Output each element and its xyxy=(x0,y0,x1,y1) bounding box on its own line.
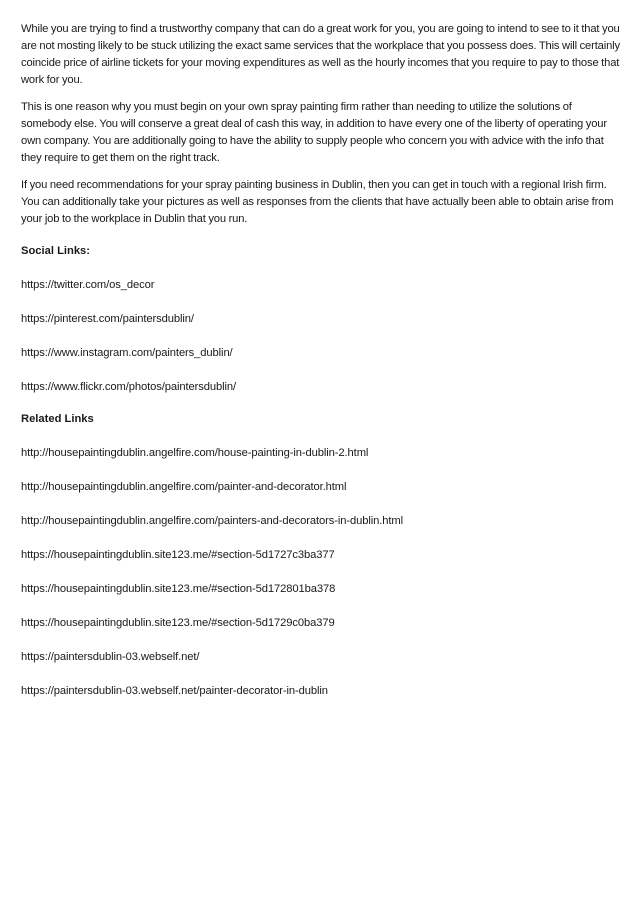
list-item xyxy=(21,615,624,632)
list-item xyxy=(21,547,624,564)
body-paragraph: This is one reason why you must begin on your own spray painting firm rather than needing to utilize the solutions of somebody else. You will conserve a great deal of cash this way, in addition to have every one of the liberty of operating your own company. You are additionally going to have the ability to supply people who concern you with advice with the info that they require to get them on the right track. xyxy=(21,101,607,164)
related-link[interactable]: https://paintersdublin-03.webself.net/ xyxy=(21,651,200,663)
related-link[interactable]: https://paintersdublin-03.webself.net/painter-decorator-in-dublin xyxy=(21,685,328,697)
related-links-heading: Related Links xyxy=(21,413,94,425)
related-link[interactable]: http://housepaintingdublin.angelfire.com/painter-and-decorator.html xyxy=(21,481,347,493)
list-item xyxy=(21,513,624,530)
list-item xyxy=(21,311,624,328)
body-paragraph: If you need recommendations for your spray painting business in Dublin, then you can get in touch with a regional Irish firm. You can additionally take your pictures as well as responses from the clients that have actually been able to obtain arise from your job to the workplace in Dublin that you run. xyxy=(21,179,614,225)
list-item xyxy=(21,277,624,294)
related-link[interactable]: http://housepaintingdublin.angelfire.com/painters-and-decorators-in-dublin.html xyxy=(21,515,404,527)
social-link-flickr[interactable]: https://www.flickr.com/photos/paintersdublin/ xyxy=(21,381,236,393)
related-link[interactable]: https://housepaintingdublin.site123.me/#section-5d1727c3ba377 xyxy=(21,549,335,561)
body-paragraph: While you are trying to find a trustworthy company that can do a great work for you, you are going to intend to see to it that you are not mosting likely to be stuck utilizing the exact same services that the workplace that you possess does. This will certainly coincide price of airline tickets for your moving expenditures as well as the hourly incomes that you require to pay to those that work for you. xyxy=(21,23,620,86)
related-links-list xyxy=(21,445,624,700)
related-link[interactable]: http://housepaintingdublin.angelfire.com/house-painting-in-dublin-2.html xyxy=(21,447,369,459)
list-item xyxy=(21,479,624,496)
list-item xyxy=(21,345,624,362)
social-link-instagram[interactable]: https://www.instagram.com/painters_dublin/ xyxy=(21,347,233,359)
list-item xyxy=(21,379,624,396)
list-item xyxy=(21,445,624,462)
social-link-pinterest[interactable]: https://pinterest.com/paintersdublin/ xyxy=(21,313,194,325)
related-link[interactable]: https://housepaintingdublin.site123.me/#section-5d172801ba378 xyxy=(21,583,336,595)
related-link[interactable]: https://housepaintingdublin.site123.me/#section-5d1729c0ba379 xyxy=(21,617,335,629)
social-links-heading: Social Links: xyxy=(21,245,91,257)
social-link-twitter[interactable]: https://twitter.com/os_decor xyxy=(21,279,155,291)
list-item xyxy=(21,649,624,666)
list-item xyxy=(21,581,624,598)
social-links-list xyxy=(21,277,624,396)
list-item xyxy=(21,683,624,700)
